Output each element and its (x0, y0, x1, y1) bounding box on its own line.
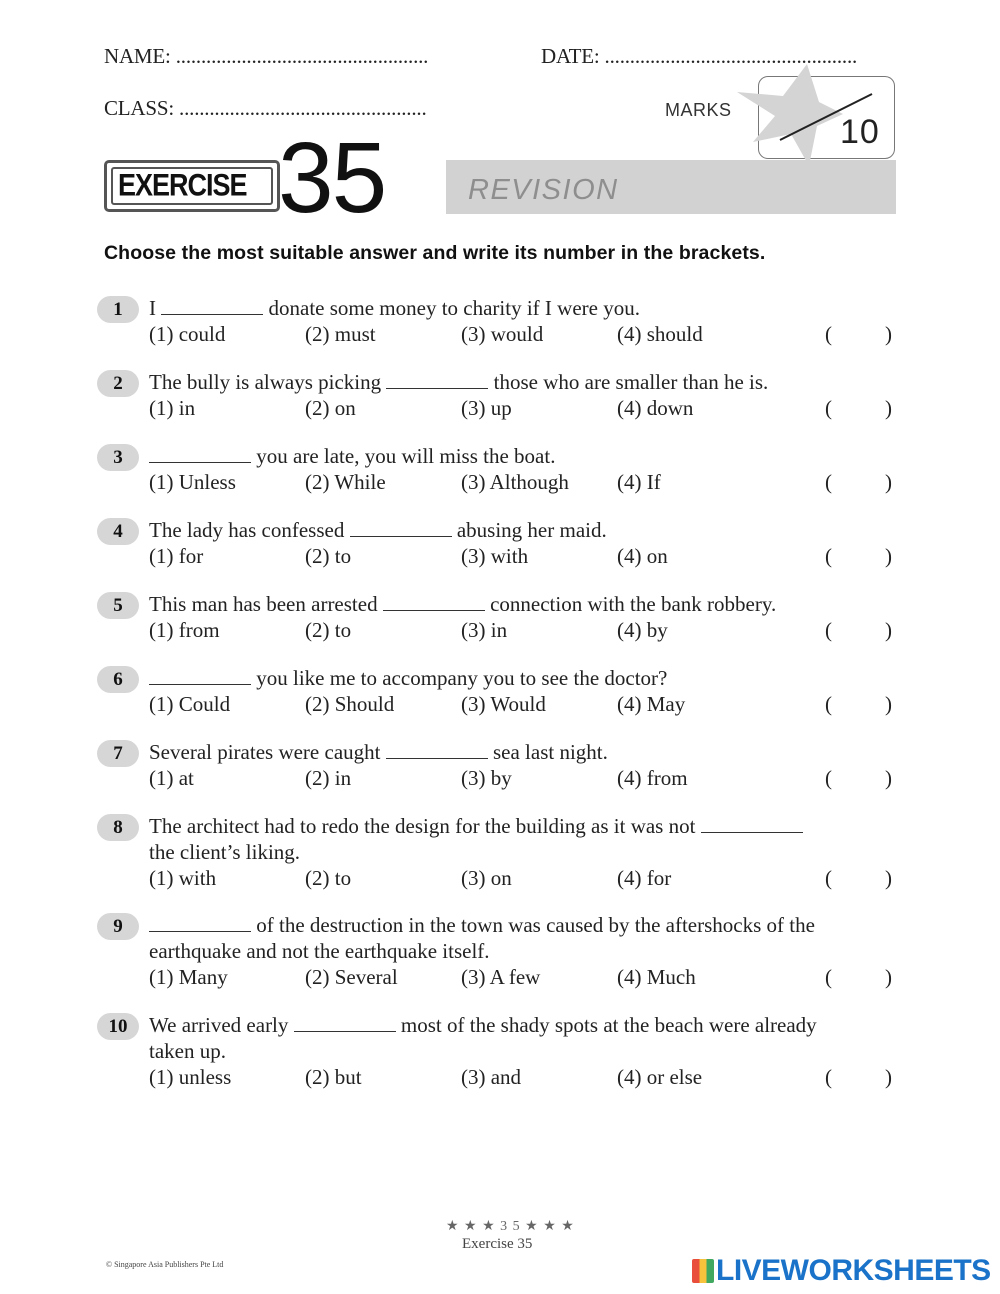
option-4: (4) from (617, 766, 688, 790)
answer-input[interactable] (839, 617, 883, 641)
question-text-line2: taken up. (149, 1039, 226, 1063)
question-text-after: sea last night. (492, 740, 608, 764)
question-number: 2 (97, 370, 139, 397)
answer-input[interactable] (839, 964, 883, 988)
answer-bracket-close: ) (885, 396, 892, 420)
question-text-before: The bully is always picking (149, 370, 382, 394)
answer-bracket-open: ( (825, 618, 832, 642)
question-text-line2: the client’s liking. (149, 840, 301, 864)
option-3: (3) and (461, 1065, 522, 1089)
answer-bracket-open: ( (825, 965, 832, 989)
answer-bracket-close: ) (885, 965, 892, 989)
question-text (149, 665, 899, 691)
question-number: 9 (97, 913, 139, 940)
answer-blank[interactable] (161, 297, 263, 315)
footer-exercise: Exercise 35 (462, 1236, 533, 1252)
option-4: (4) May (617, 692, 686, 716)
option-2: (2) Should (305, 692, 395, 716)
answer-bracket-close: ) (885, 866, 892, 890)
option-3: (3) by (461, 766, 512, 790)
answer-input[interactable] (839, 691, 883, 715)
answer-blank[interactable] (386, 371, 488, 389)
option-2: (2) must (305, 322, 376, 346)
answer-input[interactable] (839, 765, 883, 789)
question-number: 4 (97, 518, 139, 545)
question-number: 3 (97, 444, 139, 471)
option-2: (2) to (305, 544, 352, 568)
question-text-before: I (149, 296, 156, 320)
option-1: (1) in (149, 396, 196, 420)
question-text-after: connection with the bank robbery. (490, 592, 777, 616)
answer-bracket-close: ) (885, 618, 892, 642)
answer-bracket-close: ) (885, 322, 892, 346)
question-text-line2: earthquake and not the earthquake itself. (149, 939, 490, 963)
question-text (149, 591, 899, 617)
liveworksheets-icon (692, 1259, 714, 1283)
question-text-after: donate some money to charity if I were you. (268, 296, 640, 320)
option-4: (4) for (617, 866, 672, 890)
question-text-after: you like me to accompany you to see the doctor? (256, 666, 668, 690)
option-2: (2) on (305, 396, 356, 420)
question-text-after: of the destruction in the town was caused by the aftershocks of the (256, 913, 815, 937)
answer-input[interactable] (839, 321, 883, 345)
answer-bracket-open: ( (825, 470, 832, 494)
option-4: (4) should (617, 322, 703, 346)
question-text (149, 295, 899, 321)
question-text (149, 1012, 899, 1064)
option-1: (1) unless (149, 1065, 232, 1089)
option-2: (2) While (305, 470, 386, 494)
option-1: (1) for (149, 544, 204, 568)
marks-label: MARKS (665, 100, 732, 120)
answer-input[interactable] (839, 865, 883, 889)
answer-blank[interactable] (350, 519, 452, 537)
exercise-label: EXERCISE (118, 168, 247, 203)
answer-bracket-open: ( (825, 544, 832, 568)
option-3: (3) in (461, 618, 508, 642)
question-text-after: most of the shady spots at the beach were already (400, 1013, 817, 1037)
class-field[interactable]: CLASS: ................................................. (104, 96, 427, 120)
exercise-number: 35 (278, 122, 386, 234)
brand-name: LIVEWORKSHEETS (716, 1254, 991, 1287)
question-number: 6 (97, 666, 139, 693)
answer-bracket-close: ) (885, 470, 892, 494)
option-4: (4) or else (617, 1065, 703, 1089)
answer-bracket-open: ( (825, 396, 832, 420)
answer-blank[interactable] (149, 667, 251, 685)
option-3: (3) Would (461, 692, 546, 716)
answer-blank[interactable] (294, 1014, 396, 1032)
question-text-before: Several pirates were caught (149, 740, 381, 764)
question-text-before: This man has been arrested (149, 592, 378, 616)
option-3: (3) up (461, 396, 512, 420)
question-text (149, 813, 899, 865)
answer-blank[interactable] (701, 815, 803, 833)
option-1: (1) Unless (149, 470, 236, 494)
question-text-before: The architect had to redo the design for the building as it was not (149, 814, 696, 838)
answer-blank[interactable] (149, 445, 251, 463)
option-2: (2) but (305, 1065, 362, 1089)
answer-bracket-close: ) (885, 766, 892, 790)
option-2: (2) to (305, 866, 352, 890)
option-1: (1) Could (149, 692, 231, 716)
answer-input[interactable] (839, 469, 883, 493)
question-number: 7 (97, 740, 139, 767)
instructions: Choose the most suitable answer and write its number in the brackets. (104, 242, 766, 264)
answer-blank[interactable] (386, 741, 488, 759)
answer-bracket-open: ( (825, 766, 832, 790)
option-2: (2) to (305, 618, 352, 642)
marks-total: 10 (840, 113, 880, 151)
copyright: © Singapore Asia Publishers Pte Ltd (106, 1260, 224, 1269)
question-number: 1 (97, 296, 139, 323)
option-3: (3) with (461, 544, 529, 568)
question-number: 5 (97, 592, 139, 619)
question-text-after: abusing her maid. (456, 518, 607, 542)
question-text-after: those who are smaller than he is. (493, 370, 769, 394)
answer-input[interactable] (839, 1064, 883, 1088)
answer-bracket-open: ( (825, 866, 832, 890)
option-1: (1) Many (149, 965, 228, 989)
page-title: REVISION (468, 174, 619, 206)
question-text (149, 443, 899, 469)
liveworksheets-logo[interactable] (692, 1254, 991, 1288)
question-text-after: you are late, you will miss the boat. (256, 444, 556, 468)
answer-bracket-open: ( (825, 692, 832, 716)
option-1: (1) could (149, 322, 226, 346)
answer-bracket-open: ( (825, 322, 832, 346)
answer-bracket-close: ) (885, 692, 892, 716)
option-1: (1) with (149, 866, 217, 890)
option-3: (3) A few (461, 965, 541, 989)
answer-input[interactable] (839, 543, 883, 567)
answer-bracket-close: ) (885, 1065, 892, 1089)
option-4: (4) by (617, 618, 668, 642)
answer-bracket-open: ( (825, 1065, 832, 1089)
option-3: (3) on (461, 866, 512, 890)
option-4: (4) on (617, 544, 668, 568)
answer-blank[interactable] (383, 593, 485, 611)
name-field[interactable]: NAME: .................................................. (104, 44, 429, 68)
date-field[interactable]: DATE: .................................................. (541, 44, 858, 68)
answer-input[interactable] (839, 395, 883, 419)
answer-blank[interactable] (149, 914, 251, 932)
option-4: (4) If (617, 470, 661, 494)
option-3: (3) would (461, 322, 544, 346)
page-number: ★ ★ ★ 3 5 ★ ★ ★ (446, 1219, 575, 1234)
question-text (149, 739, 899, 765)
option-4: (4) down (617, 396, 694, 420)
option-1: (1) from (149, 618, 220, 642)
question-number: 10 (97, 1013, 139, 1040)
question-text (149, 517, 899, 543)
option-2: (2) Several (305, 965, 398, 989)
answer-bracket-close: ) (885, 544, 892, 568)
option-2: (2) in (305, 766, 352, 790)
question-text (149, 369, 899, 395)
option-3: (3) Although (461, 470, 569, 494)
question-text-before: The lady has confessed (149, 518, 345, 542)
question-text (149, 912, 899, 964)
question-number: 8 (97, 814, 139, 841)
question-text-before: We arrived early (149, 1013, 289, 1037)
option-1: (1) at (149, 766, 194, 790)
option-4: (4) Much (617, 965, 696, 989)
